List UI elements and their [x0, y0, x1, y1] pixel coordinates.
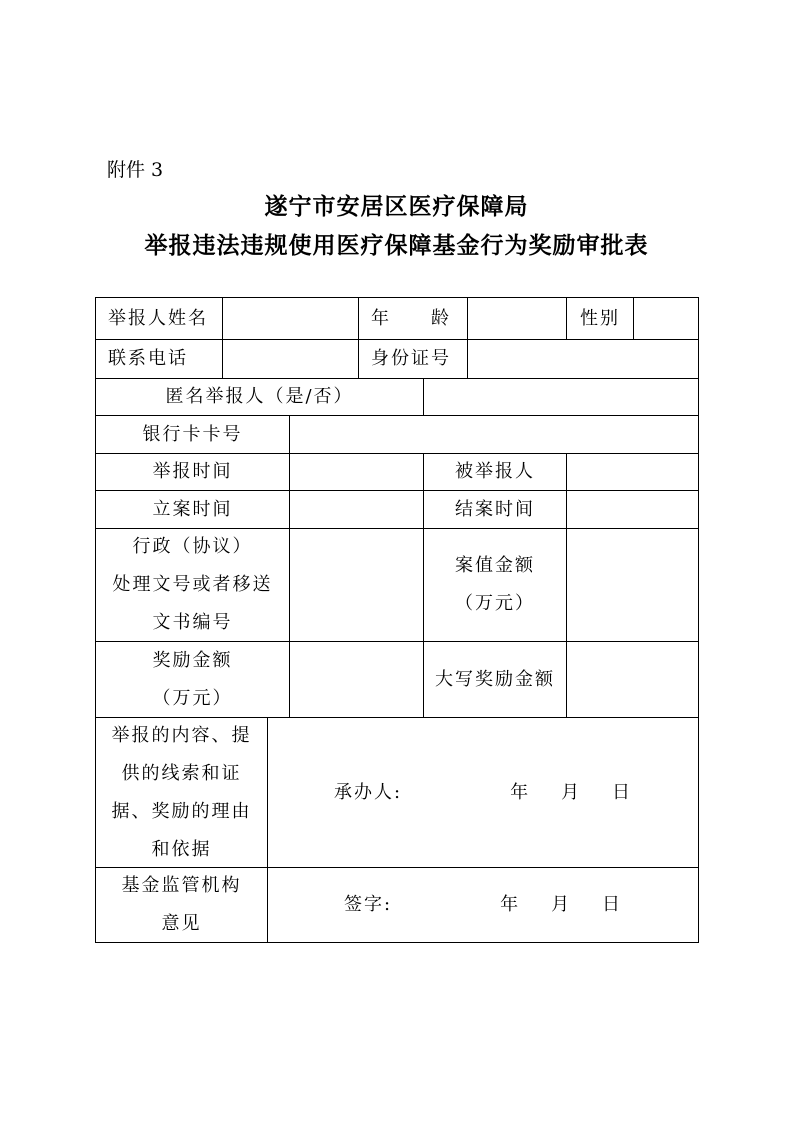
- content-line2: 供的线索和证: [121, 762, 242, 784]
- id-number-label: 身份证号: [358, 339, 468, 379]
- filing-time-field[interactable]: [289, 490, 424, 529]
- bank-card-label: 银行卡卡号: [95, 415, 290, 454]
- closing-time-label: 结案时间: [423, 490, 567, 529]
- doc-title-line1: 遂宁市安居区医疗保障局: [264, 193, 529, 220]
- handler-signature-line: 承办人: 年 月 日: [334, 781, 632, 803]
- doc-title-line2: 举报违法违规使用医疗保障基金行为奖励审批表: [144, 232, 649, 259]
- content-line1: 举报的内容、提: [111, 724, 252, 746]
- phone-field[interactable]: [222, 339, 359, 379]
- filing-time-label: 立案时间: [95, 490, 290, 529]
- case-value-label: [423, 528, 567, 642]
- case-value-line1: 案值金额: [455, 555, 535, 576]
- gender-field[interactable]: [633, 297, 699, 340]
- age-label: 年 龄: [358, 297, 468, 340]
- reward-amount-upper-field[interactable]: [566, 641, 699, 718]
- content-line4: 和依据: [151, 838, 212, 860]
- anonymous-label: 匿名举报人（是/否）: [95, 378, 424, 416]
- gender-label: 性别: [566, 297, 634, 340]
- report-time-label: 举报时间: [95, 453, 290, 491]
- phone-label: 联系电话: [95, 339, 223, 379]
- report-content-label: [95, 717, 268, 868]
- reported-person-label: 被举报人: [423, 453, 567, 491]
- fund-opinion-line2: 意见: [161, 913, 202, 934]
- fund-opinion-label: [95, 867, 268, 943]
- reward-amount-label: [95, 641, 290, 718]
- admin-doc-line3: 文书编号: [152, 612, 233, 633]
- content-line3: 据、奖励的理由: [111, 800, 252, 822]
- admin-doc-number-label: [95, 528, 290, 642]
- report-content-field[interactable]: [267, 717, 699, 868]
- attachment-label: 附件 3: [107, 159, 164, 181]
- report-time-field[interactable]: [289, 453, 424, 491]
- anonymous-field[interactable]: [423, 378, 699, 416]
- reporter-name-label: 举报人姓名: [95, 297, 223, 340]
- reward-amount-upper-label: 大写奖励金额: [423, 641, 567, 718]
- id-number-field[interactable]: [467, 339, 699, 379]
- reward-amount-line1: 奖励金额: [152, 649, 233, 671]
- case-value-line2: （万元）: [455, 593, 535, 614]
- case-value-field[interactable]: [566, 528, 699, 642]
- closing-time-field[interactable]: [566, 490, 699, 529]
- fund-opinion-line1: 基金监管机构: [121, 875, 242, 896]
- reward-amount-line2: （万元）: [152, 687, 233, 709]
- age-field[interactable]: [467, 297, 567, 340]
- reporter-name-field[interactable]: [222, 297, 359, 340]
- admin-doc-number-field[interactable]: [289, 528, 424, 642]
- admin-doc-line2: 处理文号或者移送: [112, 574, 273, 595]
- fund-opinion-field[interactable]: [267, 867, 699, 943]
- bank-card-field[interactable]: [289, 415, 699, 454]
- reported-person-field[interactable]: [566, 453, 699, 491]
- fund-signature-line: 签字: 年 月 日: [344, 894, 622, 915]
- reward-amount-field[interactable]: [289, 641, 424, 718]
- admin-doc-line1: 行政（协议）: [132, 536, 253, 557]
